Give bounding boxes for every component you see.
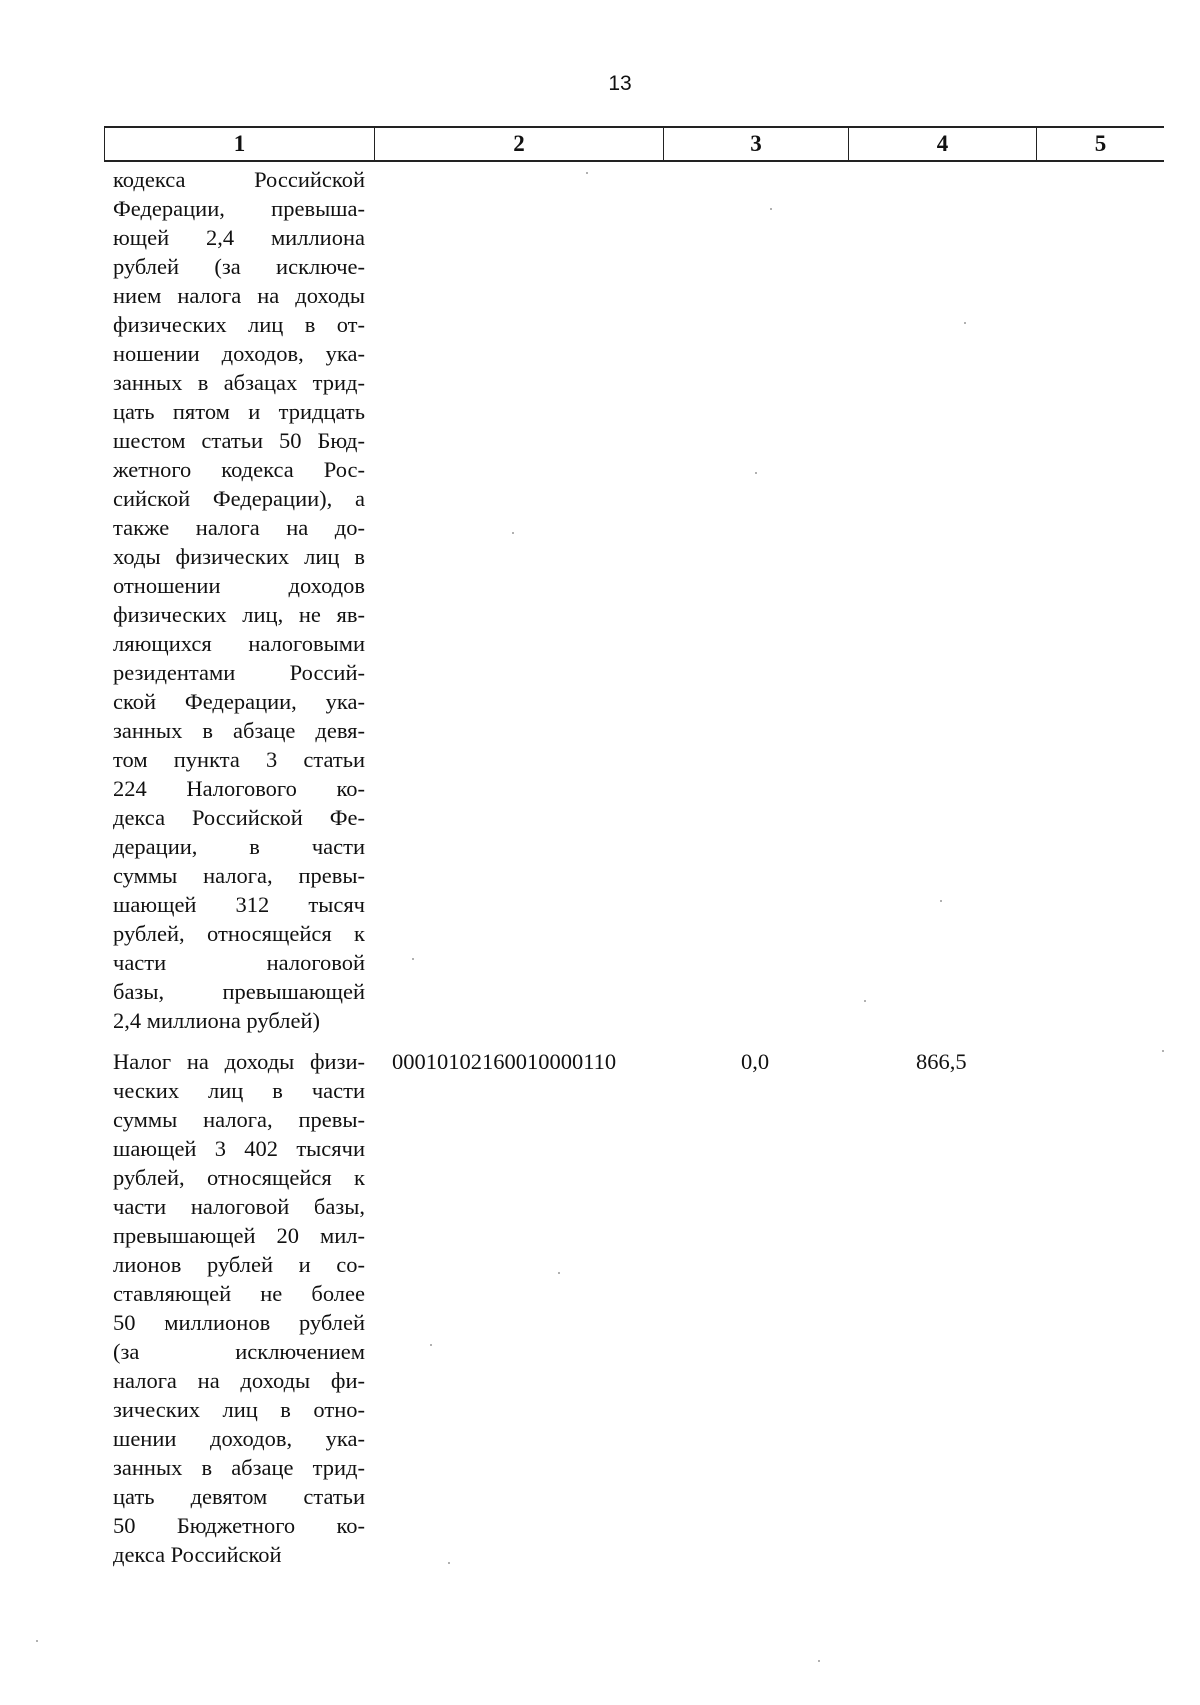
page-number: 13 xyxy=(608,72,632,95)
scan-speck xyxy=(964,322,966,324)
description-line: ношении доходов, ука- xyxy=(113,341,365,366)
description-line: шающей 3 402 тысячи xyxy=(113,1136,365,1161)
scan-speck xyxy=(558,1272,560,1274)
description-line: налога на доходы фи- xyxy=(113,1368,365,1393)
row-col3-value: 0,0 xyxy=(741,1049,770,1074)
header-col-4: 4 xyxy=(848,128,1036,160)
description-line: лионов рублей и со- xyxy=(113,1252,365,1277)
scan-speck xyxy=(412,958,414,960)
description-line: дерации, в части xyxy=(113,834,365,859)
description-line: базы, превышающей xyxy=(113,979,365,1004)
description-line: суммы налога, превы- xyxy=(113,863,365,888)
description-line: ской Федерации, ука- xyxy=(113,689,365,714)
description-line: ляющихся налоговыми xyxy=(113,631,365,656)
description-line: цать пятом и тридцать xyxy=(113,399,365,424)
header-col-1: 1 xyxy=(104,128,374,160)
scan-speck xyxy=(770,208,772,210)
description-line: рублей, относящейся к xyxy=(113,1165,365,1190)
description-line: сийской Федерации), а xyxy=(113,486,365,511)
description-line: занных в абзаце трид- xyxy=(113,1455,365,1480)
scan-speck xyxy=(448,1562,450,1564)
scan-speck xyxy=(755,472,757,474)
row-description xyxy=(113,1047,365,1569)
description-line: (за исключением xyxy=(113,1339,365,1364)
description-line: шестом статьи 50 Бюд- xyxy=(113,428,365,453)
description-line: цать девятом статьи xyxy=(113,1484,365,1509)
description-line: части налоговой xyxy=(113,950,365,975)
description-line: 2,4 миллиона рублей) xyxy=(113,1008,320,1033)
header-col-3: 3 xyxy=(663,128,848,160)
description-line: декса Российской xyxy=(113,1542,282,1567)
row-col4-value: 866,5 xyxy=(916,1049,967,1074)
description-line: суммы налога, превы- xyxy=(113,1107,365,1132)
scan-speck xyxy=(430,1344,432,1346)
description-line: рублей (за исключе- xyxy=(113,254,365,279)
description-line: кодекса Российской xyxy=(113,167,365,192)
table-header xyxy=(104,126,1164,162)
description-line: ставляющей не более xyxy=(113,1281,365,1306)
description-line: ходы физических лиц в xyxy=(113,544,365,569)
description-line: отношении доходов xyxy=(113,573,365,598)
description-line: нием налога на доходы xyxy=(113,283,365,308)
description-line: также налога на до- xyxy=(113,515,365,540)
description-line: декса Российской Фе- xyxy=(113,805,365,830)
description-line: ющей 2,4 миллиона xyxy=(113,225,365,250)
scan-speck xyxy=(586,172,588,174)
scan-speck xyxy=(940,900,942,902)
header-col-2: 2 xyxy=(374,128,663,160)
description-line: шении доходов, ука- xyxy=(113,1426,365,1451)
description-line: занных в абзацах трид- xyxy=(113,370,365,395)
description-line: рублей, относящейся к xyxy=(113,921,365,946)
description-line: шающей 312 тысяч xyxy=(113,892,365,917)
description-line: зических лиц в отно- xyxy=(113,1397,365,1422)
description-line: том пункта 3 статьи xyxy=(113,747,365,772)
header-col-5: 5 xyxy=(1036,128,1164,160)
description-line: Федерации, превыша- xyxy=(113,196,365,221)
description-line: ческих лиц в части xyxy=(113,1078,365,1103)
scan-speck xyxy=(864,1000,866,1002)
description-line: 50 миллионов рублей xyxy=(113,1310,365,1335)
row-code: 00010102160010000110 xyxy=(392,1049,617,1074)
scan-speck xyxy=(818,1660,820,1662)
scan-speck xyxy=(512,532,514,534)
description-line: Налог на доходы физи- xyxy=(113,1049,365,1074)
row-description xyxy=(113,165,365,1035)
scan-speck xyxy=(36,1640,38,1642)
description-line: превышающей 20 мил- xyxy=(113,1223,365,1248)
description-line: части налоговой базы, xyxy=(113,1194,365,1219)
description-line: занных в абзаце девя- xyxy=(113,718,365,743)
description-line: 50 Бюджетного ко- xyxy=(113,1513,365,1538)
scan-speck xyxy=(1162,1050,1164,1052)
description-line: 224 Налогового ко- xyxy=(113,776,365,801)
description-line: физических лиц в от- xyxy=(113,312,365,337)
description-line: резидентами Россий- xyxy=(113,660,365,685)
description-line: жетного кодекса Рос- xyxy=(113,457,365,482)
description-line: физических лиц, не яв- xyxy=(113,602,365,627)
